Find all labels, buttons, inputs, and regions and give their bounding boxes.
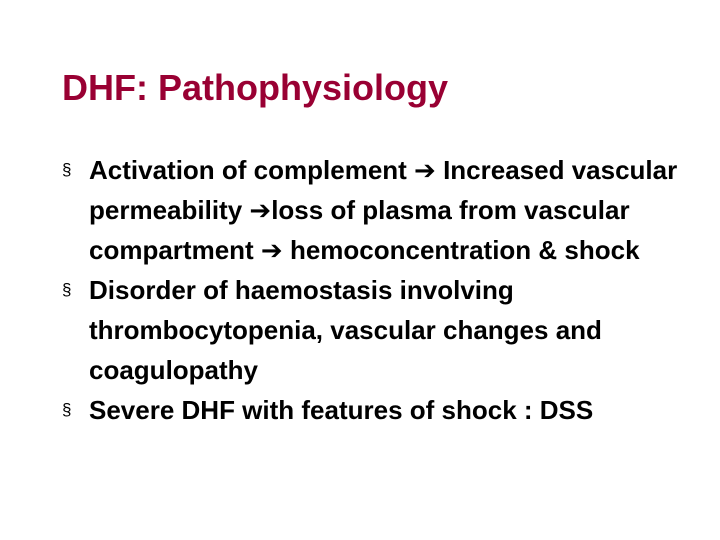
- bullet-text: hemoconcentration & shock: [282, 235, 640, 265]
- bullet-item-complement: [62, 150, 712, 270]
- slide-title: DHF: Pathophysiology: [62, 67, 448, 108]
- bullet-text: Activation of complement: [89, 155, 415, 185]
- right-arrow-icon: ➔: [249, 195, 272, 225]
- right-arrow-icon: ➔: [260, 235, 283, 265]
- square-bullet-icon: §: [62, 160, 72, 179]
- bullet-item-dss: [62, 390, 712, 430]
- right-arrow-icon: ➔: [414, 155, 436, 185]
- square-bullet-icon: §: [62, 400, 72, 419]
- bullet-text: loss of plasma from vascular compartment: [89, 195, 630, 265]
- bullet-item-haemostasis: [62, 270, 712, 390]
- bullet-text: Severe DHF with features of shock : DSS: [89, 395, 594, 425]
- bullet-list: [62, 150, 712, 430]
- bullet-text: Disorder of haemostasis involving thrombocytopenia, vascular changes and coagulopathy: [89, 275, 602, 385]
- bullet-text: Increased vascular permeability: [89, 155, 678, 225]
- square-bullet-icon: §: [62, 280, 72, 299]
